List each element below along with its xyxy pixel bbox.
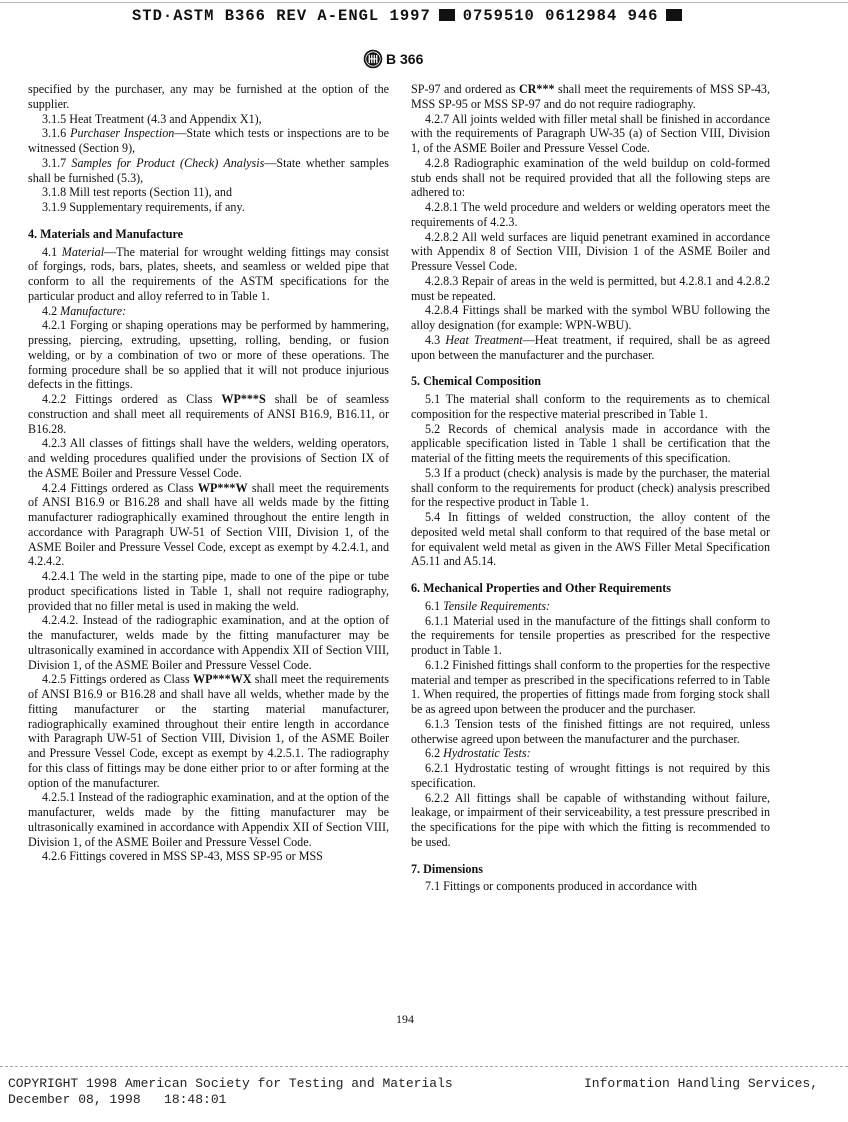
paragraph: 6.1.1 Material used in the manufacture of the fittings shall conform to the requirements for tensile properties as prescribed for the respective product in Table 1. bbox=[411, 613, 770, 657]
paragraph-body: shall meet the requirements of ANSI B16.9 or B16.28 and shall have all welds made by the fitting manufacturer radiographically examined throughout the entire length in accordance with Paragraph UW-51 of Section VIII, Division 1, of the ASME Boiler and Pressure Vessel Code, except as exempt by 4.2.4.1, and 4.2.4.2. bbox=[28, 480, 389, 569]
section-heading: 4. Materials and Manufacture bbox=[28, 226, 183, 241]
right-text-column bbox=[411, 82, 770, 894]
class-code: WP***WX bbox=[193, 672, 252, 687]
footer-rule bbox=[0, 1066, 848, 1067]
redaction-block-icon bbox=[439, 9, 455, 21]
paragraph: 6.1.2 Finished fittings shall conform to the properties for the respective material and temper as prescribed in the specifications referred to in Table 1. When required, the properties of fittings made from forging stock shall be as agreed upon between the producer and the purchaser. bbox=[411, 657, 770, 716]
left-text-column bbox=[28, 82, 389, 864]
paragraph-body: —Heat treatment, if required, shall be as agreed upon between the manufacturer and the purchaser. bbox=[411, 332, 770, 362]
paragraph-body: —The material for wrought welding fittings may consist of forgings, rods, bars, plates, sheets, and seamless or welded pipe that conform to all the requirements of the ASTM specifications for the particular product and alloy referred to in Table 1. bbox=[28, 244, 390, 303]
class-code: CR*** bbox=[518, 82, 555, 96]
paragraph: 6.2.1 Hydrostatic testing of wrought fittings is not required by this specification. bbox=[411, 761, 770, 790]
section-heading: 7. Dimensions bbox=[411, 861, 483, 876]
paragraph: 4.2.4.2. Instead of the radiographic examination, and at the option of the manufacturer, welds made by the fitting manufacturer may be ultrasonically examined in accordance with Appendix XII of Section VIII, Division 1, of the ASME Boiler and Pressure Vessel Code. bbox=[28, 613, 389, 672]
document-code-left: STD·ASTM B366 REV A-ENGL 1997 bbox=[132, 7, 431, 25]
page-number: 194 bbox=[396, 1012, 414, 1026]
italic-term: Purchaser Inspection bbox=[70, 126, 175, 141]
copyright-footer bbox=[8, 1076, 453, 1108]
paragraph bbox=[28, 126, 389, 156]
redaction-block-icon bbox=[666, 9, 682, 21]
italic-term: Manufacture: bbox=[60, 303, 127, 318]
document-code-header bbox=[132, 7, 732, 27]
italic-term: Heat Treatment bbox=[445, 332, 523, 347]
document-code-right: 0759510 0612984 946 bbox=[462, 7, 659, 25]
section-heading: 6. Mechanical Properties and Other Requirements bbox=[411, 581, 671, 595]
italic-term: Material bbox=[61, 244, 105, 259]
paragraph-body: shall meet the requirements of MSS SP-43, MSS SP-95 or MSS SP-97 and do not require radiography. bbox=[411, 82, 770, 111]
paragraph bbox=[411, 599, 770, 614]
paragraph: 5.4 In fittings of welded construction, the alloy content of the deposited weld metal shall conform to that required of the base metal or for equivalent weld metal as given in the AWS Filler Metal Specification A5.11 and A5.14. bbox=[411, 510, 770, 569]
paragraph-body: shall be of seamless construction and shall meet all requirements of ANSI B16.9, B16.11, or B16.28. bbox=[28, 392, 389, 436]
paragraph: 3.1.8 Mill test reports (Section 11), and bbox=[42, 185, 232, 200]
paragraph bbox=[28, 672, 389, 790]
paragraph bbox=[28, 304, 389, 319]
paragraph: 4.2.7 All joints welded with filler metal shall be finished in accordance with the requirements of Paragraph UW-35 (a) of Section VIII, Division 1, of the ASME Boiler and Pressure Vessel Code. bbox=[411, 111, 770, 155]
paragraph: 4.2.3 All classes of fittings shall have the welders, welding operators, and welding procedures qualified under the provisions of Section IX of the ASME Boiler and Pressure Vessel Code. bbox=[28, 436, 389, 480]
italic-term: Tensile Requirements: bbox=[443, 598, 551, 613]
italic-term: Samples for Product (Check) Analysis bbox=[71, 155, 265, 170]
class-code: WP***S bbox=[221, 392, 266, 406]
paragraph: specified by the purchaser, any may be furnished at the option of the supplier. bbox=[28, 82, 389, 111]
paragraph-body: shall meet the requirements of ANSI B16.9 or B16.28 and shall have all welds, whether made by the fitting manufacturer or the starting material manufacturer, radiographically examined throughout their entire length in accordance with Paragraph UW-51 of Section VIII, Division 1, of the ASME Boiler and Pressure Vessel Code, except as exempt by 4.2.5.1. The radiography for this class of fittings may be done either prior to or after forming at the option of the manufacturer. bbox=[28, 672, 389, 790]
paragraph-lead: 4.3 bbox=[425, 332, 446, 347]
paragraph-body: —State whether samples shall be furnished (5.3), bbox=[28, 155, 389, 185]
paragraph: 6.1.3 Tension tests of the finished fittings are not required, unless otherwise agreed upon between the manufacturer and the purchaser. bbox=[411, 716, 770, 746]
paragraph: 4.2.4.1 The weld in the starting pipe, made to one of the pipe or tube product specifications listed in Table 1, shall not require radiography, provided that no filler metal is used in making the weld. bbox=[28, 569, 389, 613]
paragraph-lead: 3.1.6 bbox=[42, 126, 71, 141]
paragraph: 3.1.9 Supplementary requirements, if any. bbox=[42, 200, 245, 214]
paragraph: 4.2.8.3 Repair of areas in the weld is permitted, but 4.2.8.1 and 4.2.8.2 must be repeated. bbox=[411, 273, 770, 303]
paragraph bbox=[28, 156, 389, 186]
paragraph: 5.2 Records of chemical analysis made in accordance with the applicable specification listed in Table 1 shall be certification that the material of the fitting meets the requirements of this specification. bbox=[411, 421, 770, 465]
paragraph bbox=[411, 746, 770, 761]
paragraph-lead: 6.2 bbox=[425, 746, 444, 761]
paragraph-lead: 4.2.2 Fittings ordered as Class bbox=[42, 392, 222, 406]
paragraph: 4.2.5.1 Instead of the radiographic examination, and at the option of the manufacturer, welds made by the fitting manufacturer may be ultrasonically examined in accordance with Appendix XII of Section VIII, Division 1, of the ASME Boiler and Pressure Vessel Code. bbox=[28, 790, 389, 849]
paragraph-lead: 4.2 bbox=[42, 303, 61, 318]
paragraph: 4.2.8.4 Fittings shall be marked with the symbol WBU following the alloy designation (for example: WPN-WBU). bbox=[411, 303, 770, 332]
date-line: December 08, 1998 18:48:01 bbox=[8, 1092, 227, 1107]
paragraph bbox=[28, 392, 389, 436]
paragraph bbox=[28, 481, 389, 570]
paragraph: 5.1 The material shall conform to the requirements as to chemical composition for the respective material prescribed in Table 1. bbox=[411, 392, 770, 421]
provider-footer: Information Handling Services, bbox=[584, 1076, 819, 1091]
paragraph bbox=[411, 333, 770, 363]
paragraph: 6.2.2 All fittings shall be capable of withstanding without failure, leakage, or impairment of their serviceability, a test pressure prescribed in the specifications for the pipe with which the fitting is recommended to be used. bbox=[411, 790, 770, 849]
italic-term: Hydrostatic Tests: bbox=[443, 746, 531, 761]
paragraph: 4.2.6 Fittings covered in MSS SP-43, MSS SP-95 or MSS bbox=[42, 849, 323, 864]
copyright-line: COPYRIGHT 1998 American Society for Testing and Materials bbox=[8, 1076, 453, 1091]
paragraph-lead: 4.1 bbox=[42, 244, 62, 259]
class-code: WP***W bbox=[197, 480, 248, 495]
paragraph bbox=[28, 245, 389, 304]
paragraph: 4.2.8.2 All weld surfaces are liquid penetrant examined in accordance with Appendix 8 of Section VIII, Division 1 of the ASME Boiler and Pressure Vessel Code. bbox=[411, 229, 770, 273]
paragraph-lead: 6.1 bbox=[425, 598, 444, 613]
paragraph: 7.1 Fittings or components produced in accordance with bbox=[425, 879, 698, 894]
paragraph-body: —State which tests or inspections are to be witnessed (Section 9), bbox=[28, 126, 389, 155]
paragraph: 4.2.1 Forging or shaping operations may be performed by hammering, pressing, piercing, extruding, upsetting, rolling, bending, or fusion welding, or by a combination of two or more of these operations. The forming procedure shall be so applied that it will not produce injurious defects in the fittings. bbox=[28, 318, 389, 392]
paragraph-lead: SP-97 and ordered as bbox=[411, 82, 519, 96]
designation-row bbox=[363, 49, 423, 71]
section-heading: 5. Chemical Composition bbox=[411, 374, 542, 389]
top-rule bbox=[0, 2, 848, 3]
paragraph: 3.1.5 Heat Treatment (4.3 and Appendix X1), bbox=[42, 111, 262, 126]
designation-label: B 366 bbox=[386, 51, 424, 67]
paragraph: 5.3 If a product (check) analysis is made by the purchaser, the material shall conform to the requirements for product (check) analysis prescribed for the respective product in Table 1. bbox=[411, 465, 770, 510]
paragraph-lead: 3.1.7 bbox=[42, 155, 72, 170]
paragraph: 4.2.8.1 The weld procedure and welders or welding operators meet the requirements of 4.2.3. bbox=[411, 200, 770, 229]
paragraph: 4.2.8 Radiographic examination of the weld buildup on cold-formed stub ends shall not be required provided that all the following steps are adhered to: bbox=[411, 155, 770, 200]
astm-logo-icon bbox=[363, 49, 383, 69]
paragraph bbox=[411, 82, 770, 112]
paragraph-lead: 4.2.5 Fittings ordered as Class bbox=[42, 672, 193, 687]
paragraph-lead: 4.2.4 Fittings ordered as Class bbox=[42, 480, 198, 495]
